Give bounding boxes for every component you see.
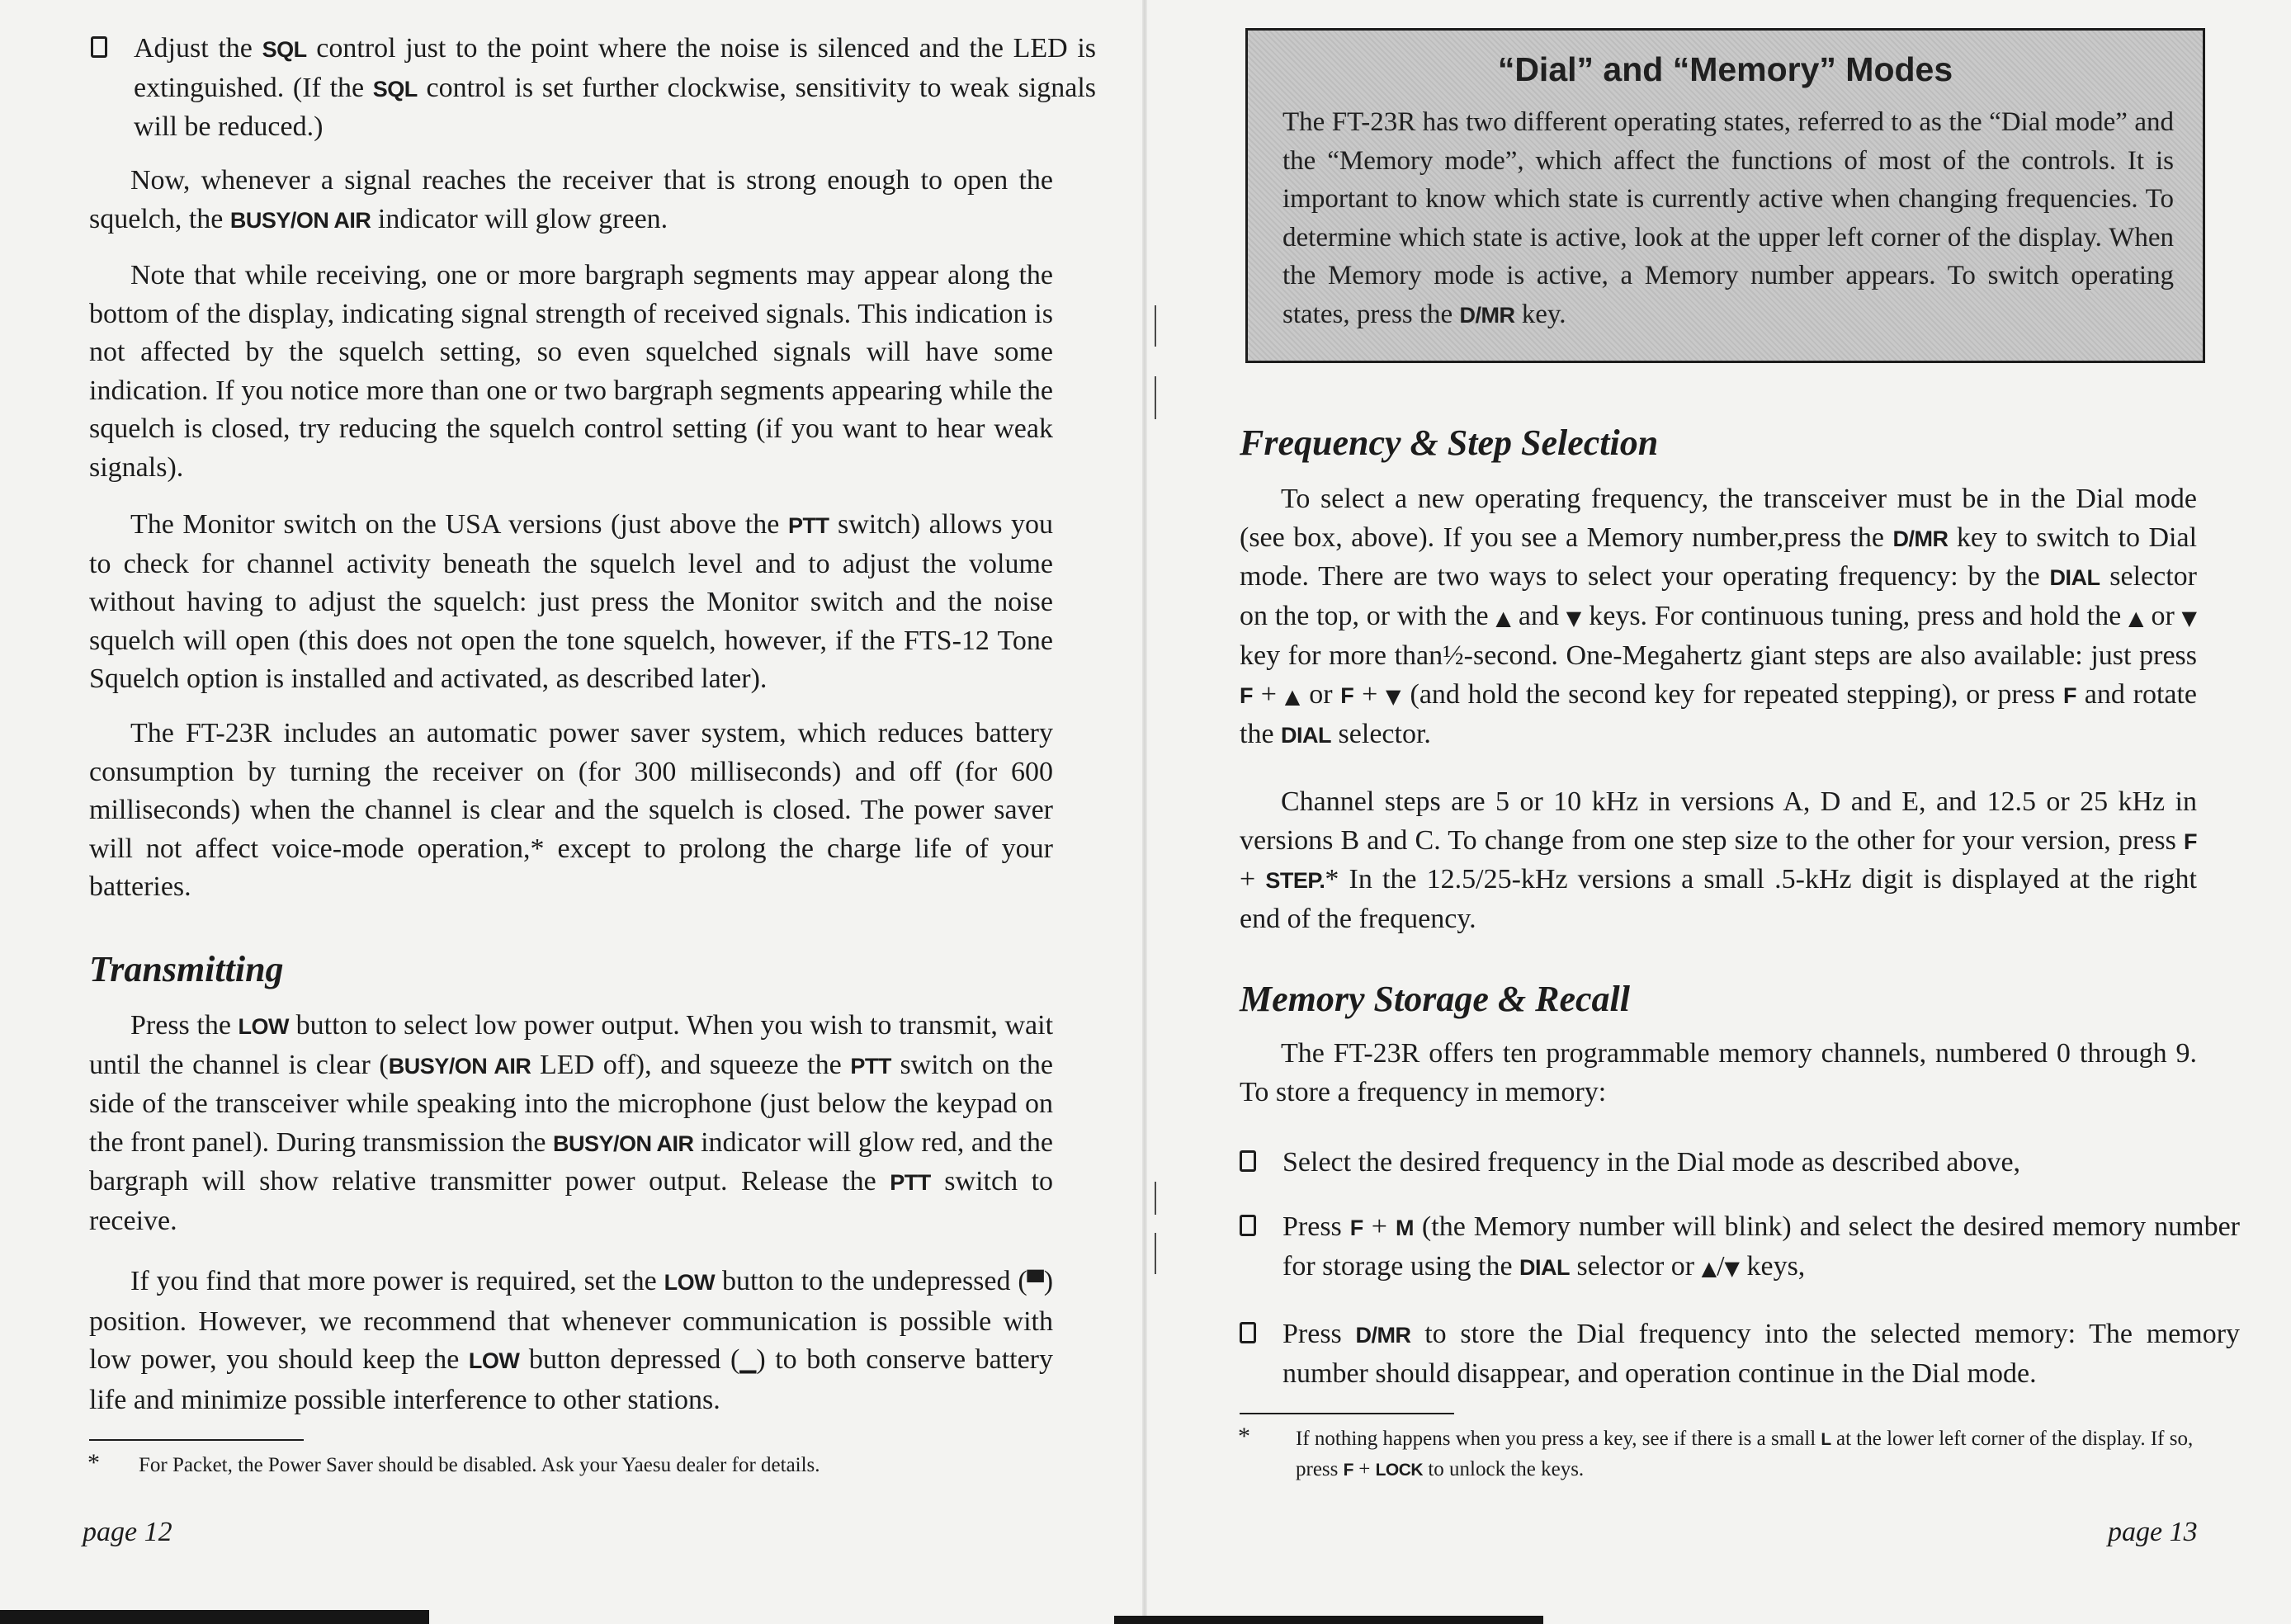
checkbox-icon (1240, 1215, 1256, 1236)
busy-paragraph: Now, whenever a signal reaches the receiver that is strong enough to open the squelch, the BUSY/ON AIR indicator will glow green. (89, 165, 1053, 234)
footnote-rule (89, 1439, 304, 1441)
channel-steps-paragraph: Channel steps are 5 or 10 kHz in versions A, D and E, and 12.5 or 25 kHz in versions B and C. To change from one step size to the other for your version, press F + STEP.* In the 12.5/25-kHz versions a small .5-kHz digit is displayed at the right end of the frequency. (1240, 786, 2197, 934)
right-page (1146, 0, 2291, 1624)
power-paragraph: If you find that more power is required, set the LOW button to the undepressed (▀) position. However, we recommend that whenever communication is possible with low power, you should keep the LOW button depressed (▁) to both conserve battery life and minimize possible interference to other stations. (89, 1266, 1054, 1415)
memory-step-3: Press D/MR to store the Dial frequency into the selected memory: The memory number should disappear, and operation continue in the Dial mode. (1240, 1315, 2240, 1393)
info-box-text: The FT-23R has two different operating states, referred to as the “Dial mode” and the “Memory mode”, which affect the functions of most of the controls. It is important to know which state is currently active when changing frequencies. To determine which state is active, look at the upper left corner of the display. When the Memory mode is active, a Memory number appears. To switch operating states, press the D/MR key. (1282, 107, 2174, 329)
memory-step-2: Press F + M (the Memory number will blink) and select the desired memory number for storage using the DIAL selector or ▲/▼ keys, (1240, 1208, 2240, 1287)
down-arrow-icon: ▼ (1566, 606, 1582, 630)
up-arrow-icon: ▲ (2128, 606, 2144, 630)
up-arrow-icon: ▲ (1495, 606, 1512, 630)
checkbox-icon (91, 36, 107, 58)
up-arrow-icon: ▲ (1701, 1256, 1717, 1280)
transmitting-heading: Transmitting (89, 949, 284, 989)
power-saver-paragraph: The FT-23R includes an automatic power saver system, which reduces battery consumption by turning the receiver on (for 300 milliseconds) and off (for 600 milliseconds) when the channel is clear and the squelch is closed. The power saver will not affect voice-mode operation,* except to prolong the charge life of your batteries. (89, 718, 1053, 902)
memory-heading: Memory Storage & Recall (1240, 979, 1630, 1019)
down-arrow-icon: ▼ (1724, 1256, 1740, 1280)
sql-instruction: Adjust the SQL control just to the point where the noise is silenced and the LED is extinguished. (If the SQL control is set further clockwise, sensitivity to weak signals will be reduced.) (91, 30, 1096, 147)
footnote-text: If nothing happens when you press a key, see if there is a small L at the lower left corner of the display. If so, press F + LOCK to unlock the keys. (1296, 1428, 2194, 1480)
transmit-paragraph: Press the LOW button to select low power output. When you wish to transmit, wait until the channel is clear (BUSY/ON AIR LED off), and squeeze the PTT switch on the side of the transceiver while speaking into the microphone (just below the keypad on the front panel). During transmission the BUSY/ON AIR indicator will glow red, and the bargraph will show relative transmitter power output. Release the PTT switch to receive. (89, 1010, 1054, 1236)
info-box-title: “Dial” and “Memory” Modes (1497, 50, 1953, 88)
checkbox-icon (1240, 1322, 1256, 1343)
dial-memory-info-box (1245, 28, 2205, 363)
page-number: page 12 (83, 1517, 172, 1547)
memory-paragraph: The FT-23R offers ten programmable memory channels, numbered 0 through 9. To store a frequency in memory: (1240, 1038, 2197, 1107)
footnote-marker: * (1238, 1423, 1250, 1450)
scan-bottom-edge (0, 1610, 429, 1624)
page-number: page 13 (2108, 1517, 2198, 1547)
monitor-paragraph: The Monitor switch on the USA versions (just above the PTT switch) allows you to check for channel activity beneath the squelch level and to adjust the volume without having to adjust the squelch: just press the Monitor switch and the noise squelch will open (this does not open the tone squelch, however, if the FTS-12 Tone Squelch option is installed and activated, as described later). (89, 509, 1054, 694)
down-arrow-icon: ▼ (1386, 684, 1402, 708)
frequency-heading: Frequency & Step Selection (1240, 423, 1659, 463)
checkbox-icon (1240, 1150, 1256, 1172)
frequency-paragraph: To select a new operating frequency, the transceiver must be in the Dial mode (see box, above). If you see a Memory number,press the D/MR key to switch to Dial mode. There are two ways to select your operating frequency: by the DIAL selector on the top, or with the ▲ and ▼ keys. For continuous tuning, press and hold the ▲ or ▼ key for more than½-second. One-Megahertz giant steps are also available: just press F + ▲ or F + ▼ (and hold the second key for repeated stepping), or press F and rotate the DIAL selector. (1240, 484, 2198, 749)
undepressed-button-icon: ▀ (1027, 1271, 1044, 1296)
depressed-button-icon: ▁ (739, 1349, 757, 1374)
footnote-marker: * (87, 1449, 100, 1476)
footnote-text: For Packet, the Power Saver should be disabled. Ask your Yaesu dealer for details. (139, 1454, 820, 1476)
footnote-rule (1240, 1413, 1454, 1414)
bargraph-paragraph: Note that while receiving, one or more bargraph segments may appear along the bottom of the display, indicating signal strength of received signals. This indication is not affected by the squelch setting, so even squelched signals will have some indication. If you notice more than one or two bargraph segments appearing while the squelch is closed, try reducing the squelch control setting (if you want to hear weak signals). (89, 260, 1053, 483)
memory-step-1: Select the desired frequency in the Dial mode as described above, (1240, 1144, 2240, 1183)
up-arrow-icon: ▲ (1284, 684, 1301, 708)
down-arrow-icon: ▼ (2181, 606, 2198, 630)
scan-bottom-edge (1114, 1616, 1543, 1624)
